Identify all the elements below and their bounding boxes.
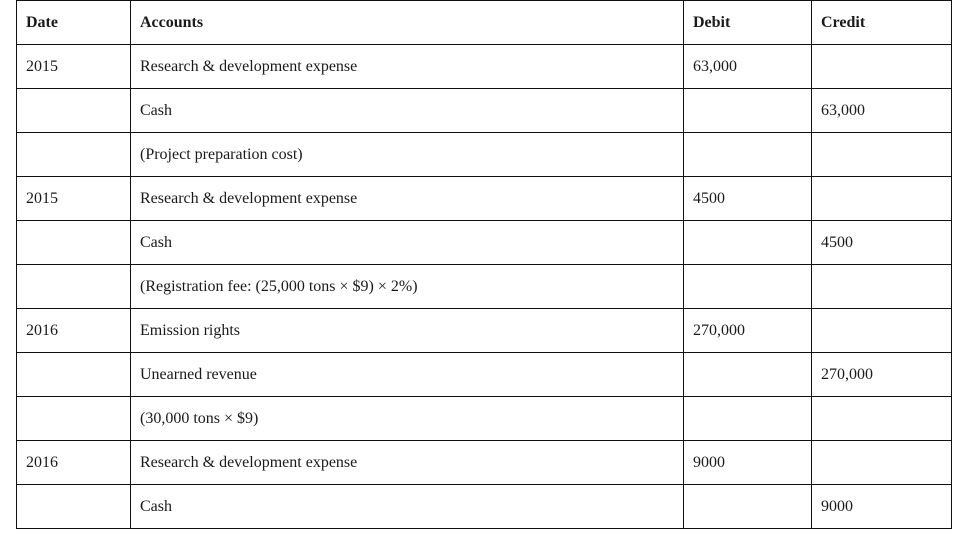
account-cell: Cash [131,89,684,133]
debit-cell [684,485,812,529]
credit-cell [812,265,952,309]
table-row [17,177,952,221]
date-cell [17,265,131,309]
date-cell [17,397,131,441]
debit-cell: 270,000 [684,309,812,353]
debit-cell [684,353,812,397]
account-cell: Research & development expense [131,441,684,485]
debit-cell [684,133,812,177]
date-cell: 2016 [17,441,131,485]
debit-cell: 63,000 [684,45,812,89]
header-date: Date [17,1,131,45]
table-row [17,89,952,133]
header-accounts: Accounts [131,1,684,45]
date-cell [17,133,131,177]
credit-cell [812,309,952,353]
table-row [17,397,952,441]
credit-cell: 270,000 [812,353,952,397]
debit-cell [684,221,812,265]
account-cell: Cash [131,485,684,529]
table-row [17,221,952,265]
account-cell: Research & development expense [131,177,684,221]
table-row [17,265,952,309]
date-cell [17,221,131,265]
account-cell: (Registration fee: (25,000 tons × $9) × 2%) [131,265,684,309]
date-cell [17,485,131,529]
header-credit: Credit [812,1,952,45]
table-row [17,441,952,485]
date-cell [17,353,131,397]
credit-cell: 9000 [812,485,952,529]
date-cell: 2015 [17,177,131,221]
date-cell [17,89,131,133]
debit-cell: 9000 [684,441,812,485]
debit-cell [684,89,812,133]
account-cell: Cash [131,221,684,265]
credit-cell [812,133,952,177]
account-cell: Emission rights [131,309,684,353]
date-cell: 2016 [17,309,131,353]
table-row [17,309,952,353]
credit-cell: 4500 [812,221,952,265]
account-cell: Unearned revenue [131,353,684,397]
table-row [17,45,952,89]
account-cell: (Project preparation cost) [131,133,684,177]
credit-cell [812,45,952,89]
table-row [17,485,952,529]
credit-cell [812,441,952,485]
header-debit: Debit [684,1,812,45]
debit-cell [684,397,812,441]
table-row [17,353,952,397]
header-row [17,1,952,45]
table-row [17,133,952,177]
credit-cell [812,397,952,441]
debit-cell [684,265,812,309]
journal-entries-table [16,0,952,529]
account-cell: Research & development expense [131,45,684,89]
account-cell: (30,000 tons × $9) [131,397,684,441]
date-cell: 2015 [17,45,131,89]
debit-cell: 4500 [684,177,812,221]
credit-cell [812,177,952,221]
credit-cell: 63,000 [812,89,952,133]
